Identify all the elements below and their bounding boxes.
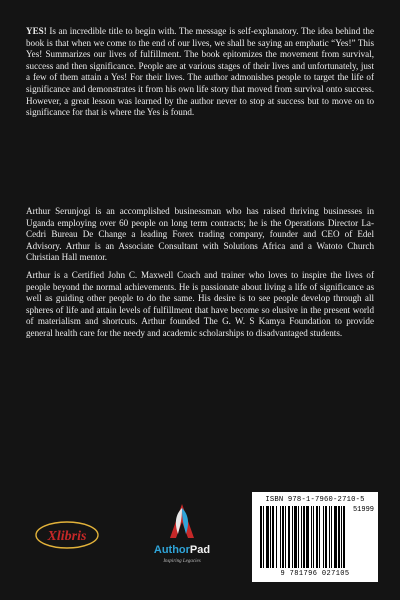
isbn-barcode [252, 492, 378, 582]
blurb-lead: YES! [26, 26, 47, 36]
barcode-bar [303, 506, 305, 568]
barcode-digits: 9 781796 027105 [280, 570, 350, 578]
authorpad-tagline: Inspiring Legacies [163, 559, 201, 564]
barcode-bar [301, 506, 302, 568]
barcode-bar [311, 506, 312, 568]
barcode-bar [313, 506, 314, 568]
price-code: 51999 [352, 506, 374, 514]
barcode-bar [280, 506, 281, 568]
barcode-bar [341, 506, 342, 568]
bio-paragraph-1: Arthur Serunjogi is an accomplished businessman who has raised thriving businesses in Uganda employing over 60 people on long term contracts; he is the Operations Director La-Cedri Bureau De Change a leading Forex trading company, founder and CEO of Edel Advisory. Arthur is an Associate Consultant with Solutions Africa and a Watoto Church Christian Hall mentor. [26, 206, 374, 263]
quill-icon [162, 500, 202, 542]
barcode-bar [331, 506, 332, 568]
barcode-bar [263, 506, 264, 568]
barcode-bar [323, 506, 324, 568]
isbn-text: ISBN 978-1-7960-2710-5 [265, 496, 365, 504]
barcode-bar [338, 506, 340, 568]
barcode-bar [325, 506, 327, 568]
barcode-bar [306, 506, 309, 568]
bio-paragraph-2: Arthur is a Certified John C. Maxwell Coach and trainer who loves to inspire the lives of people beyond the normal achievements. He is passionate about living a life of significance as well as guiding other people to do the same. His desire is to see people develop through all spheres of life and attain levels of fulfillment that have become so elusive in the present world of materialism and shortcuts. Arthur founded The G. W. S Kamya Foundation to provide general health care for the needy and academic scholarships to disadvantaged students. [26, 269, 374, 338]
barcode-bar [316, 506, 318, 568]
barcode-bar [270, 506, 271, 568]
barcode-bar [266, 506, 269, 568]
authorpad-name [140, 544, 224, 556]
barcode-bar [298, 506, 299, 568]
barcode-bar [288, 506, 290, 568]
barcode-bar [260, 506, 262, 568]
barcode-bar [319, 506, 320, 568]
back-cover-blurb [26, 26, 374, 119]
authorpad-logo [140, 500, 224, 570]
barcode-bar [272, 506, 274, 568]
barcode-bars [258, 506, 372, 570]
authorpad-author: Author [153, 544, 190, 556]
authorpad-pad: Pad [189, 544, 211, 556]
barcode-bar [329, 506, 330, 568]
barcode-bar [292, 506, 293, 568]
xlibris-logo [34, 520, 100, 550]
barcode-bar [343, 506, 345, 568]
author-bio [26, 206, 374, 346]
barcode-bar [285, 506, 286, 568]
barcode-bar [294, 506, 297, 568]
barcode-bar [334, 506, 337, 568]
barcode-bar [282, 506, 284, 568]
barcode-bar [276, 506, 277, 568]
blurb-text: Is an incredible title to begin with. The message is self-explanatory. The idea behind the book is that when we come to the end of our lives, we shall be saying an emphatic “Yes!” This Yes! Summarizes our lives of fulfillment. The book epitomizes the movement from survival, success and then significance. People are at various stages of their lives and unfortunately, just a few of them attain a Yes! For their lives. The author admonishes people to target the life of significance and demonstrates it from his own life story that moved from survival onto success. However, a great lesson was learned by the author never to stop at success but to move on to significance for that is where the Yes is found. [26, 26, 374, 118]
xlibris-text: Xlibris [47, 529, 87, 544]
